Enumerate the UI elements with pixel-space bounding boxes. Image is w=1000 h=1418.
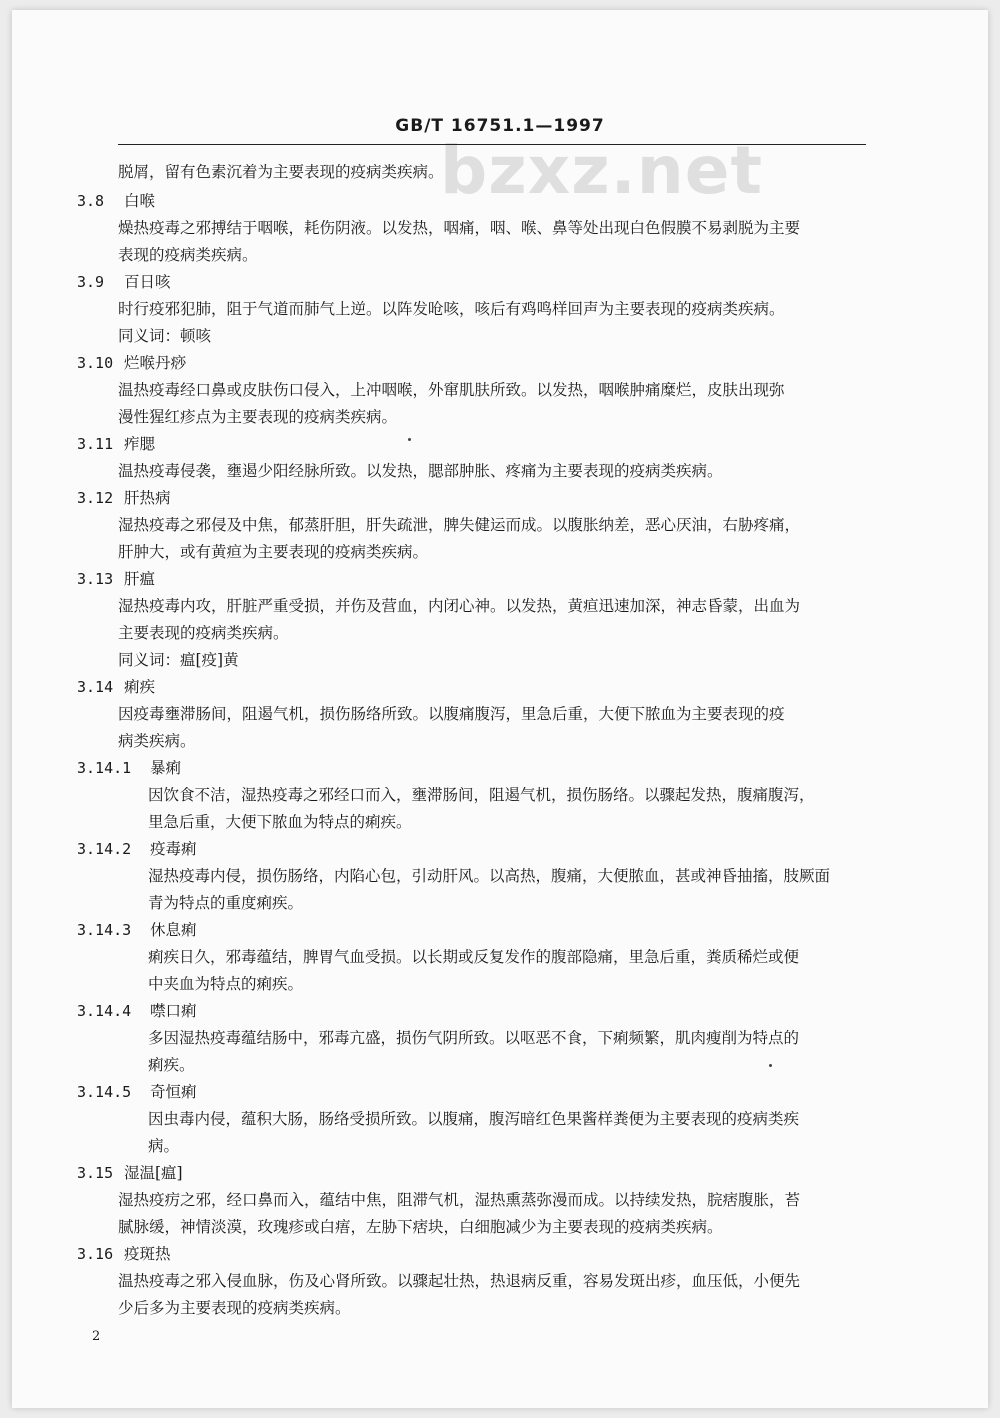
entry-number: 3.12 [77, 489, 114, 507]
body-line: 主要表现的疫病类疾病。 [118, 624, 289, 642]
entry-number: 3.14.2 [77, 840, 132, 858]
body-line: 青为特点的重度痢疾。 [148, 894, 304, 912]
body-line: 时行疫邪犯肺，阻于气道而肺气上逆。以阵发呛咳，咳后有鸡鸣样回声为主要表现的疫病类疾病。 [118, 300, 785, 318]
entry-number: 3.11 [77, 435, 114, 453]
body-line: 痢疾。 [148, 1056, 195, 1074]
body-line: 因饮食不洁，湿热疫毒之邪经口而入，壅滞肠间，阻遏气机，损伤肠络。以骤起发热，腹痛腹泻， [148, 786, 815, 804]
entry-term: 休息痢 [150, 921, 197, 939]
entry-number: 3.10 [77, 354, 114, 372]
entry-number: 3.9 [77, 273, 105, 291]
body-line: 湿热疫毒内侵，损伤肠络，内陷心包，引动肝风。以高热，腹痛，大便脓血，甚或神昏抽搐，肢厥面 [148, 867, 831, 885]
body-line: 湿热疫疠之邪，经口鼻而入，蕴结中焦，阻滞气机，湿热熏蒸弥漫而成。以持续发热，脘痞腹胀，苔 [118, 1191, 801, 1209]
synonym-line: 同义词：顿咳 [118, 327, 212, 345]
entry-number: 3.14 [77, 678, 114, 696]
entry-number: 3.8 [77, 192, 105, 210]
body-line: 腻脉缓，神情淡漠，玫瑰疹或白痦，左胁下痞块，白细胞减少为主要表现的疫病类疾病。 [118, 1218, 723, 1236]
body-line: 因虫毒内侵，蕴积大肠，肠络受损所致。以腹痛，腹泻暗红色果酱样粪便为主要表现的疫病类疾 [148, 1110, 800, 1128]
body-line: 少后多为主要表现的疫病类疾病。 [118, 1299, 351, 1317]
body-line: 病类疾病。 [118, 732, 196, 750]
body-line: 痢疾日久，邪毒蕴结，脾胃气血受损。以长期或反复发作的腹部隐痛，里急后重，粪质稀烂或便 [148, 948, 800, 966]
body-line: 漫性猩红疹点为主要表现的疫病类疾病。 [118, 408, 398, 426]
entry-term: 百日咳 [124, 273, 171, 291]
entry-term: 肝瘟 [124, 570, 156, 588]
entry-number: 3.14.1 [77, 759, 132, 777]
entry-term: 奇恒痢 [150, 1083, 197, 1101]
body-line: 燥热疫毒之邪搏结于咽喉，耗伤阴液。以发热，咽痛，咽、喉、鼻等处出现白色假膜不易剥脱为主要 [118, 219, 801, 237]
body-line: 温热疫毒经口鼻或皮肤伤口侵入，上冲咽喉，外窜肌肤所致。以发热，咽喉肿痛糜烂，皮肤出现弥 [118, 381, 785, 399]
header-rule [118, 144, 866, 145]
body-line: 温热疫毒侵袭，壅遏少阳经脉所致。以发热，腮部肿胀、疼痛为主要表现的疫病类疾病。 [118, 462, 723, 480]
entry-term: 疫毒痢 [150, 840, 197, 858]
body-line: 脱屑，留有色素沉着为主要表现的疫病类疾病。 [118, 163, 444, 181]
body-line: 肝肿大，或有黄疸为主要表现的疫病类疾病。 [118, 543, 429, 561]
body-line: 多因湿热疫毒蕴结肠中，邪毒亢盛，损伤气阴所致。以呕恶不食，下痢频繁，肌肉瘦削为特点的 [148, 1029, 800, 1047]
entry-number: 3.14.4 [77, 1002, 132, 1020]
body-line: 温热疫毒之邪入侵血脉，伤及心肾所致。以骤起壮热，热退病反重，容易发斑出疹，血压低，小便先 [118, 1272, 801, 1290]
body-line: 因疫毒壅滞肠间，阻遏气机，损伤肠络所致。以腹痛腹泻，里急后重，大便下脓血为主要表现的疫 [118, 705, 785, 723]
body-line: 病。 [148, 1137, 180, 1155]
body-line: 湿热疫毒内攻，肝脏严重受损，并伤及营血，内闭心神。以发热，黄疸迅速加深，神志昏蒙，出血为 [118, 597, 801, 615]
entry-term: 噤口痢 [150, 1002, 197, 1020]
watermark: bzxz.net [440, 132, 764, 209]
scan-speck [769, 1064, 772, 1067]
entry-term: 痢疾 [124, 678, 156, 696]
body-line: 表现的疫病类疾病。 [118, 246, 258, 264]
synonym-line: 同义词：瘟[疫]黄 [118, 651, 239, 669]
page-number: 2 [92, 1329, 101, 1344]
entry-term: 疫斑热 [124, 1245, 171, 1263]
entry-term: 肝热病 [124, 489, 171, 507]
entry-term: 白喉 [124, 192, 156, 210]
entry-term: 烂喉丹痧 [124, 354, 187, 372]
body-line: 里急后重，大便下脓血为特点的痢疾。 [148, 813, 412, 831]
entry-term: 暴痢 [150, 759, 182, 777]
entry-number: 3.14.3 [77, 921, 132, 939]
body-line: 湿热疫毒之邪侵及中焦，郁蒸肝胆，肝失疏泄，脾失健运而成。以腹胀纳差，恶心厌油，右胁疼痛， [118, 516, 801, 534]
entry-number: 3.15 [77, 1164, 114, 1182]
entry-term: 痄腮 [124, 435, 156, 453]
body-line: 中夹血为特点的痢疾。 [148, 975, 304, 993]
entry-number: 3.16 [77, 1245, 114, 1263]
scan-speck [408, 438, 411, 441]
entry-number: 3.14.5 [77, 1083, 132, 1101]
entry-term: 湿温[瘟] [124, 1164, 183, 1182]
standard-header: GB/T 16751.1—1997 [395, 116, 605, 136]
entry-number: 3.13 [77, 570, 114, 588]
